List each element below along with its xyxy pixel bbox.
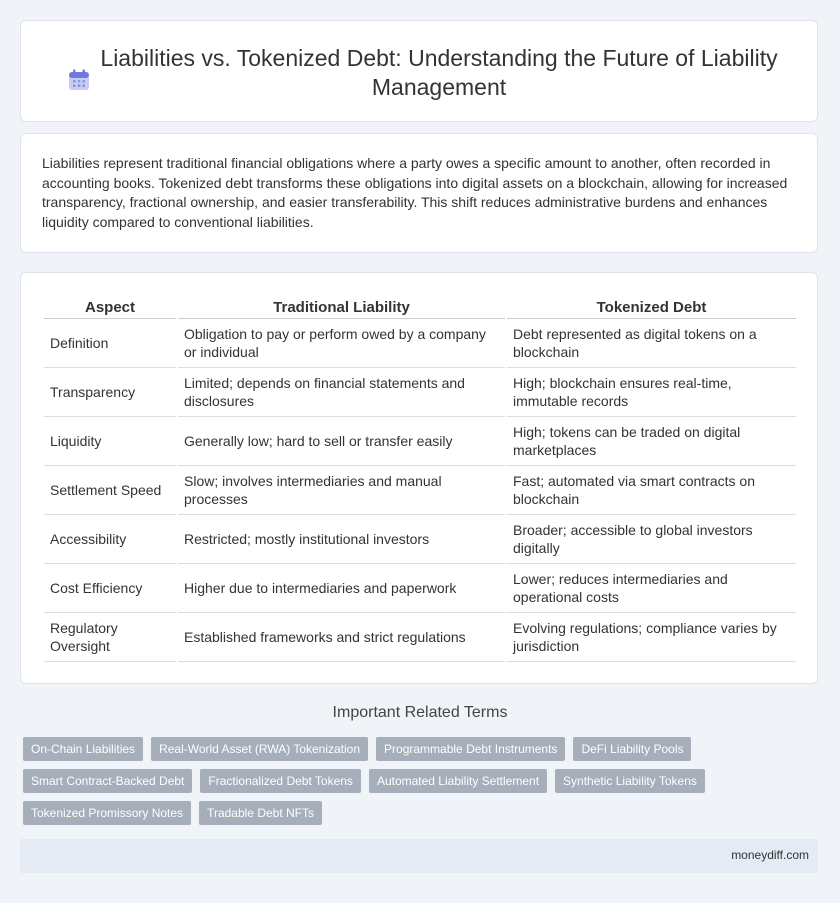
cell-tokenized: Broader; accessible to global investors digitally [507, 515, 796, 564]
table-row [44, 613, 796, 662]
intro-paragraph: Liabilities represent traditional financial obligations where a party owes a specific amount to another, often recorded in accounting books. Tokenized debt transforms these obligations into digital assets on a blockchain, allowing for increased transparency, fractional ownership, and easier transferability. This shift reduces administrative burdens and enhances liquidity compared to conventional liabilities. [42, 155, 788, 230]
related-term-tag[interactable]: DeFi Liability Pools [573, 737, 691, 761]
cell-aspect: Settlement Speed [44, 466, 176, 515]
cell-tokenized: High; blockchain ensures real-time, immutable records [507, 368, 796, 417]
table-row [44, 564, 796, 613]
cell-traditional: Limited; depends on financial statements and disclosures [178, 368, 505, 417]
cell-tokenized: Fast; automated via smart contracts on blockchain [507, 466, 796, 515]
cell-traditional: Obligation to pay or perform owed by a company or individual [178, 319, 505, 368]
cell-aspect: Liquidity [44, 417, 176, 466]
cell-tokenized: High; tokens can be traded on digital marketplaces [507, 417, 796, 466]
table-row [44, 368, 796, 417]
table-row [44, 515, 796, 564]
comparison-card [20, 272, 818, 684]
cell-tokenized: Debt represented as digital tokens on a blockchain [507, 319, 796, 368]
related-term-tag[interactable]: Synthetic Liability Tokens [555, 769, 705, 793]
table-header-row [44, 296, 796, 319]
cell-tokenized: Lower; reduces intermediaries and operational costs [507, 564, 796, 613]
related-term-tag[interactable]: Smart Contract-Backed Debt [23, 769, 192, 793]
footer-site-link[interactable]: moneydiff.com [731, 848, 809, 862]
cell-traditional: Slow; involves intermediaries and manual processes [178, 466, 505, 515]
footer [20, 839, 818, 873]
page-title: Liabilities vs. Tokenized Debt: Understanding the Future of Liability Management [100, 45, 778, 100]
header-traditional: Traditional Liability [178, 296, 505, 319]
related-term-tag[interactable]: Automated Liability Settlement [369, 769, 547, 793]
cell-aspect: Definition [44, 319, 176, 368]
table-row [44, 319, 796, 368]
header-tokenized: Tokenized Debt [507, 296, 796, 319]
cell-aspect: Accessibility [44, 515, 176, 564]
title-card [20, 20, 818, 122]
related-term-tag[interactable]: On-Chain Liabilities [23, 737, 143, 761]
related-terms-title: Important Related Terms [332, 704, 508, 721]
intro-card [20, 133, 818, 253]
cell-traditional: Generally low; hard to sell or transfer easily [178, 417, 505, 466]
comparison-table [42, 296, 798, 662]
related-term-tag[interactable]: Real-World Asset (RWA) Tokenization [151, 737, 368, 761]
related-term-tag[interactable]: Programmable Debt Instruments [376, 737, 565, 761]
related-term-tag[interactable]: Tokenized Promissory Notes [23, 801, 191, 825]
related-term-tag[interactable]: Tradable Debt NFTs [199, 801, 322, 825]
related-term-tag[interactable]: Fractionalized Debt Tokens [200, 769, 361, 793]
cell-traditional: Established frameworks and strict regulations [178, 613, 505, 662]
related-terms-list [23, 737, 743, 825]
table-row [44, 466, 796, 515]
header-aspect: Aspect [44, 296, 176, 319]
cell-aspect: Transparency [44, 368, 176, 417]
cell-tokenized: Evolving regulations; compliance varies by jurisdiction [507, 613, 796, 662]
cell-traditional: Higher due to intermediaries and paperwork [178, 564, 505, 613]
cell-traditional: Restricted; mostly institutional investors [178, 515, 505, 564]
cell-aspect: Cost Efficiency [44, 564, 176, 613]
cell-aspect: Regulatory Oversight [44, 613, 176, 662]
table-row [44, 417, 796, 466]
